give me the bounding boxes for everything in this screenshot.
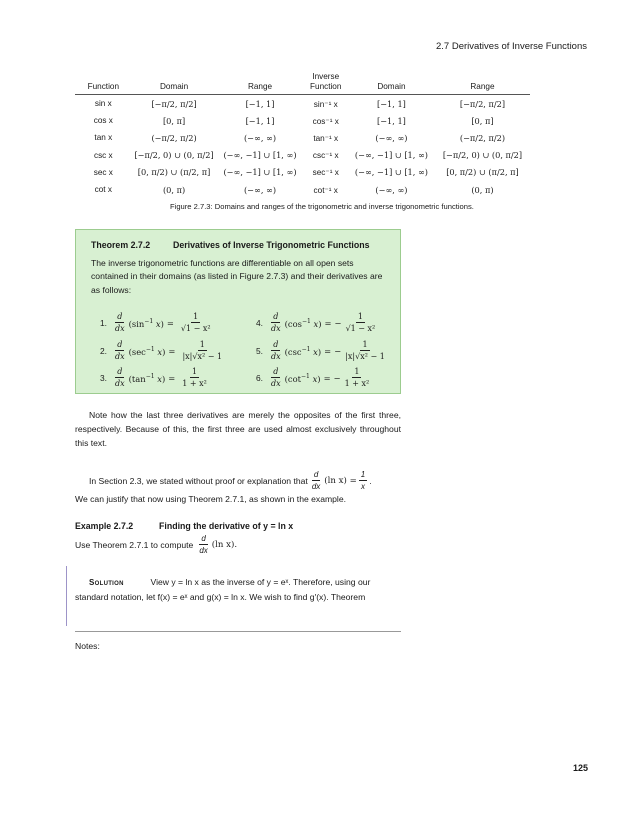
column-header: Domain: [132, 71, 217, 95]
table-cell: [0, π]: [471, 115, 494, 126]
table-cell: [−π/2, 0) ∪ (0, π/2]: [134, 150, 214, 161]
result-fraction: $\frac{1}{\text{1 + x²}}$: [344, 367, 370, 388]
table-row: [75, 147, 530, 164]
column-header: Function: [75, 71, 132, 95]
notes-label: Notes:: [75, 641, 100, 651]
table-cell: sin x: [94, 99, 112, 109]
table-cell: cot x: [94, 185, 112, 195]
prompt-text: Use Theorem 2.7.1 to compute: [75, 540, 194, 550]
table-cell: (−∞, −1] ∪ [1, ∞): [223, 167, 297, 178]
table-cell: tan⁻¹ x: [313, 133, 339, 143]
table-cell: (−π/2, π/2): [151, 132, 197, 143]
formula-number: 2.: [100, 346, 107, 356]
running-header: 2.7 Derivatives of Inverse Functions: [435, 41, 587, 52]
theorem-heading: [91, 240, 370, 250]
d-dx-fraction: $\frac{d}{dx}$: [115, 367, 125, 388]
formula-sign: −: [334, 346, 342, 356]
example-prompt: [75, 534, 237, 556]
formula-number: 1.: [100, 318, 107, 328]
paragraph-ln-derivative: [75, 470, 401, 506]
theorem-box: [75, 229, 401, 394]
table-row: [75, 112, 530, 129]
derivative-formula-3: 3. $\frac{d}{dx}$ ($\tan^{-1}$ x) = $\frac{1}{\text{1 + x²}}$: [100, 367, 207, 388]
inverse-function: ($\csc^{-1}$ x): [284, 345, 322, 357]
formula-sign: −: [333, 373, 341, 383]
table-row: [75, 164, 530, 181]
result-fraction: $\frac{1}{\text{√1 − x²}}$: [345, 312, 376, 333]
column-header: Inverse Function: [303, 71, 347, 95]
table-cell: (−∞, −1] ∪ [1, ∞): [223, 150, 297, 161]
column-header: Domain: [348, 71, 435, 95]
column-header: Range: [217, 71, 304, 95]
example-title: Finding the derivative of y = ln x: [159, 521, 294, 531]
table-cell: (0, π): [471, 184, 494, 195]
table-cell: [−π/2, π/2]: [151, 98, 197, 109]
table-cell: [−π/2, 0) ∪ (0, π/2]: [442, 150, 523, 161]
d-dx-fraction: $\frac{d}{dx}$: [271, 340, 281, 361]
d-dx-fraction: $\frac{d}{dx}$: [311, 470, 321, 491]
column-header: Range: [435, 71, 530, 95]
inverse-function: ($\sec^{-1}$ x): [128, 345, 166, 357]
table-cell: (−∞, −1] ∪ [1, ∞): [354, 150, 428, 161]
solution-text: View y = ln x as the inverse of y = eˣ. Therefore, using our: [150, 577, 371, 587]
solution-label: Solution: [89, 578, 124, 587]
para-line2: We can justify that now using Theorem 2.7.1, as shown in the example.: [75, 494, 347, 504]
period: .: [369, 476, 372, 486]
result-fraction: $\frac{1}{\text{|x|√x² − 1}}$: [182, 340, 223, 361]
table-row: [75, 129, 530, 146]
theorem-text: The inverse trigonometric functions are differentiable on all open sets contained in their domains (as listed in Figure 2.7.3) and their derivatives are as follows:: [91, 258, 383, 295]
formula-number: 5.: [256, 346, 263, 356]
result-fraction: $\frac{1}{\text{√1 − x²}}$: [180, 312, 211, 333]
derivative-formula-4: 4. $\frac{d}{dx}$ ($\cos^{-1}$ x) = − $\frac{1}{\text{√1 − x²}}$: [256, 312, 376, 333]
domains-ranges-table: [75, 71, 530, 198]
table-cell: (0, π): [162, 184, 186, 195]
table-cell: (−∞, ∞): [243, 132, 277, 143]
theorem-number: Theorem 2.7.2: [91, 240, 151, 250]
table-cell: [−π/2, π/2]: [459, 98, 506, 109]
table-cell: csc x: [93, 150, 113, 160]
table-row: [75, 181, 530, 198]
solution-line-2: standard notation, let f(x) = eˣ and g(x) = ln x. We wish to find g′(x). Theorem: [75, 592, 366, 602]
table-cell: (−∞, ∞): [375, 132, 408, 143]
table-cell: [0, π/2) ∪ (π/2, π]: [137, 167, 211, 178]
d-dx-fraction: $\frac{d}{dx}$: [199, 534, 208, 555]
derivative-formula-6: 6. $\frac{d}{dx}$ ($\cot^{-1}$ x) = − $\frac{1}{\text{1 + x²}}$: [256, 367, 370, 388]
theorem-title: Derivatives of Inverse Trigonometric Functions: [173, 240, 370, 250]
derivative-formula-2: 2. $\frac{d}{dx}$ ($\sec^{-1}$ x) = $\frac{1}{\text{|x|√x² − 1}}$: [100, 340, 223, 361]
example-number: Example 2.7.2: [75, 521, 134, 531]
example-heading: [75, 521, 293, 531]
table-header-row: [75, 71, 530, 95]
table-cell: csc⁻¹ x: [312, 151, 339, 161]
table-cell: cot⁻¹ x: [313, 185, 338, 195]
d-dx-fraction: $\frac{d}{dx}$: [271, 312, 281, 333]
table-cell: (−π/2, π/2): [459, 132, 506, 143]
solution-line-1: [75, 575, 415, 590]
result-fraction: $\frac{1}{\text{|x|√x² − 1}}$: [345, 340, 385, 361]
formula-sign: −: [334, 318, 342, 328]
table-cell: [0, π/2) ∪ (π/2, π]: [446, 167, 519, 178]
ln-expression: (ln x).: [211, 540, 238, 550]
formula-number: 4.: [256, 318, 263, 328]
inverse-function: ($\cot^{-1}$ x): [284, 372, 321, 384]
table-row: [75, 95, 530, 113]
page-number: 125: [572, 763, 588, 773]
one-over-x-fraction: $\frac{1}{x}$: [360, 470, 366, 491]
table-cell: [−1, 1]: [377, 115, 406, 126]
inverse-function: ($\sin^{-1}$ x): [128, 317, 164, 329]
table-cell: [−1, 1]: [377, 98, 406, 109]
table-cell: tan x: [94, 133, 113, 143]
table-cell: [−1, 1]: [245, 115, 275, 126]
table-cell: cos⁻¹ x: [312, 116, 339, 126]
figure-caption: Figure 2.7.3: Domains and ranges of the trigonometric and inverse trigonometric functions.: [170, 202, 474, 211]
inverse-function: ($\cos^{-1}$ x): [284, 317, 322, 329]
derivative-formula-1: 1. $\frac{d}{dx}$ ($\sin^{-1}$ x) = $\frac{1}{\text{√1 − x²}}$: [100, 312, 211, 333]
table-cell: sin⁻¹ x: [313, 99, 338, 109]
inverse-function: ($\tan^{-1}$ x): [128, 372, 166, 384]
table-cell: (−∞, ∞): [375, 184, 408, 195]
table-cell: [0, π]: [162, 115, 186, 126]
derivative-formula-5: 5. $\frac{d}{dx}$ ($\csc^{-1}$ x) = − $\frac{1}{\text{|x|√x² − 1}}$: [256, 340, 385, 361]
table-cell: cos x: [93, 116, 113, 126]
result-fraction: $\frac{1}{\text{1 + x²}}$: [182, 367, 207, 388]
table-cell: (−∞, ∞): [243, 184, 277, 195]
d-dx-fraction: $\frac{d}{dx}$: [115, 340, 125, 361]
formula-number: 6.: [256, 373, 263, 383]
para-text: In Section 2.3, we stated without proof or explanation that: [89, 476, 308, 486]
paragraph-derivatives-note: Note how the last three derivatives are merely the opposites of the first three, respectively. Because of this, the first three are used almost exclusively throughout this text.: [75, 410, 401, 448]
example-margin-bar: [66, 566, 67, 626]
table-cell: sec⁻¹ x: [312, 168, 339, 178]
table-cell: [−1, 1]: [245, 98, 275, 109]
d-dx-fraction: $\frac{d}{dx}$: [115, 312, 125, 333]
table-cell: sec x: [93, 167, 113, 177]
formula-number: 3.: [100, 373, 107, 383]
table-cell: (−∞, −1] ∪ [1, ∞): [354, 167, 428, 178]
ln-expression: (ln x) =: [324, 476, 357, 486]
d-dx-fraction: $\frac{d}{dx}$: [271, 367, 281, 388]
notes-divider: [75, 631, 401, 632]
